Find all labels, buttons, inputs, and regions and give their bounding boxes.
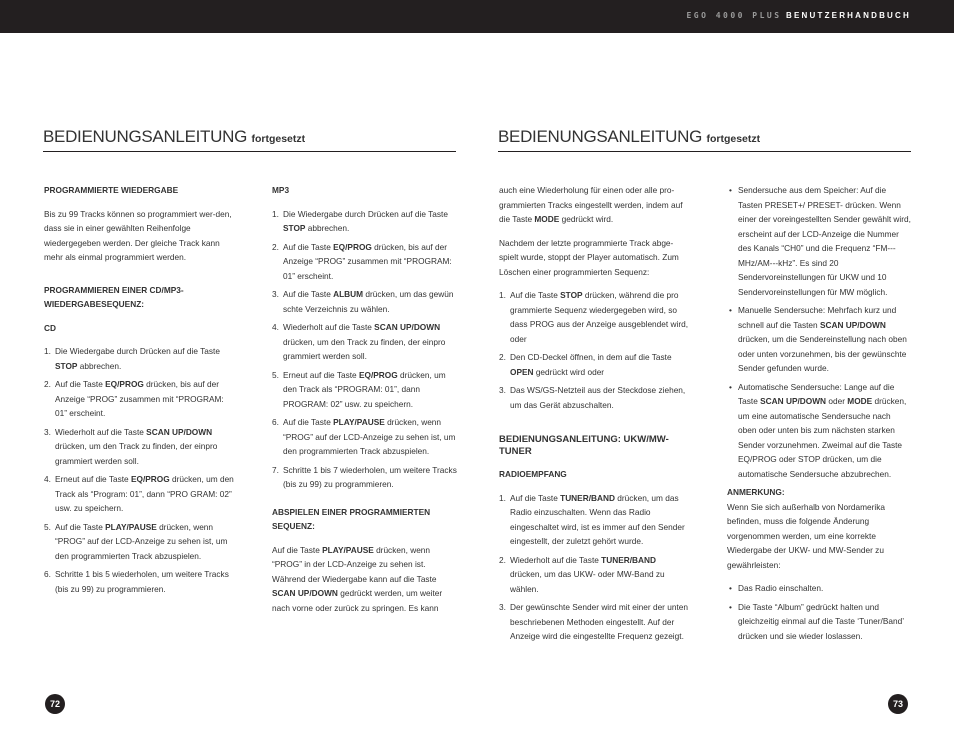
list-item: 5. Erneut auf die Taste EQ/PROG drücken, um den Track als “PROGRAM: 01”, dann PROGRAM: 02” usw. zu speichern.: [272, 369, 446, 409]
heading-main: BEDIENUNGSANLEITUNG: [498, 127, 703, 146]
heading-sub: fortgesetzt: [706, 133, 761, 145]
note-text: Wenn Sie sich außerhalb von Nordamerika befinden, muss die folgende Änderung vorgenommen werden, um eine korrekte Wiedergabe der UKW- und MW-Sender zu gewährleisten:: [727, 501, 886, 570]
section-heading: BEDIENUNGSANLEITUNG: UKW/MW-TUNER: [499, 434, 669, 457]
bullet-list: [727, 183, 911, 481]
subsection-heading: CD: [44, 322, 56, 333]
list-item: • Automatische Sendersuche: Lange auf die Taste SCAN UP/DOWN oder MODE drücken, um eine automatische Sendersuche nach oben oder unten bis zum nächsten starken Sender vorzunehmen. Zweimal auf die Taste EQ/PROG oder STOP drücken, um die automatische Sendersuche abzubrechen.: [729, 381, 907, 479]
left-col-2: [272, 183, 458, 624]
list-item: 2. Auf die Taste EQ/PROG drücken, bis auf der Anzeige “PROG” zusammen mit “PROGRAM: 01” erscheint.: [44, 379, 224, 418]
header-bar: [0, 0, 954, 33]
section-heading: PROGRAMMIERTE WIEDERGABE: [44, 185, 179, 195]
paragraph: Nachdem der letzte programmierte Track abge-spielt wurde, stoppt der Player automatisch. Zum Löschen einer programmierten Sequenz:: [499, 237, 679, 277]
list-item: 1. Die Wiedergabe durch Drücken auf die Taste STOP abbrechen.: [44, 346, 220, 371]
paragraph: Bis zu 99 Tracks können so programmiert wer-den, dass sie in einer gewählten Reihenfolge wiedergegeben werden. Der gleiche Track kann mehr als einmal programmiert werden.: [44, 208, 232, 262]
right-col-1: [499, 183, 689, 648]
model-name: EGO 4000 PLUS: [686, 11, 782, 20]
step-list: [272, 207, 458, 492]
list-item: 3. Wiederholt auf die Taste SCAN UP/DOWN drücken, um den Track zu finden, der einpro grammiert werden soll.: [44, 426, 218, 466]
list-item: • Das Radio einschalten.: [729, 583, 824, 593]
list-item: 4. Erneut auf die Taste EQ/PROG drücken, um den Track als “Program: 01”, dann “PRO GRAM: 02” usw. zu speichern.: [44, 474, 234, 513]
heading-main: BEDIENUNGSANLEITUNG: [43, 127, 248, 146]
list-item: 1. Auf die Taste STOP drücken, während die pro grammierte Sequenz wiedergegeben wird, so dass PROG aus der Anzeige ausgeblendet wird, oder: [499, 290, 689, 344]
bullet-list: [727, 581, 911, 643]
list-item: 2. Wiederholt auf die Taste TUNER/BAND drücken, um das UKW- oder MW-Band zu wählen.: [499, 554, 665, 594]
heading-sub: fortgesetzt: [251, 133, 306, 145]
list-item: 1. Die Wiedergabe durch Drücken auf die Taste STOP abbrechen.: [272, 208, 448, 233]
list-item: 1. Auf die Taste TUNER/BAND drücken, um das Radio einzuschalten. Wenn das Radio eingeschaltet wird, ist es immer auf den Sender eingestellt, der zuletzt gehört wurde.: [499, 492, 685, 546]
list-item: 5. Auf die Taste PLAY/PAUSE drücken, wenn “PROG” auf der LCD-Anzeige zu sehen ist, um den programmierten Track abzuspielen.: [44, 521, 228, 561]
list-item: 6. Schritte 1 bis 5 wiederholen, um weitere Tracks (bis zu 99) zu programmieren.: [44, 569, 229, 594]
left-col-1: [44, 183, 234, 600]
right-col-2: [727, 183, 911, 647]
paragraph: auch eine Wiederholung für einen oder alle pro-grammierten Tracks eingestellt werden, indem auf die Taste MODE gedrückt wird.: [499, 185, 683, 224]
list-item: 3. Das WS/GS-Netzteil aus der Steckdose ziehen, um das Gerät abzuschalten.: [499, 385, 686, 410]
paragraph: Auf die Taste PLAY/PAUSE drücken, wenn “PROG” in der LCD-Anzeige zu sehen ist. Während der Wiedergabe kann auf die Taste SCAN UP/DOWN gedrückt werden, um weiter nach vorne oder zurück zu springen. Es kann: [272, 544, 443, 613]
list-item: 2. Den CD-Deckel öffnen, in dem auf die Taste OPEN gedrückt wird oder: [499, 352, 672, 377]
list-item: 3. Der gewünschte Sender wird mit einer der unten beschriebenen Methoden eingestellt. Auf der Anzeige wird die eingestellte Frequenz gezeigt.: [499, 602, 689, 641]
page-number-left: 72: [45, 694, 65, 714]
step-list: [499, 491, 689, 644]
manual-label: BENUTZERHANDBUCH: [786, 11, 911, 20]
note-heading: ANMERKUNG:: [727, 487, 785, 497]
list-item: • Die Taste “Album” gedrückt halten und gleichzeitig einmal auf die Taste ‘Tuner/Band’ drücken und sie wieder loslassen.: [729, 601, 904, 641]
list-item: 6. Auf die Taste PLAY/PAUSE drücken, wenn “PROG” auf der LCD-Anzeige zu sehen ist, um den programmierten Track abzuspielen.: [272, 417, 456, 456]
right-page-heading: [498, 127, 911, 152]
left-page-heading: [43, 127, 456, 152]
list-item: • Manuelle Sendersuche: Mehrfach kurz und schnell auf die Tasten SCAN UP/DOWN drücken, um die Sendereinstellung nach oben oder unten vorzunehmen, bis der gewünschte Sender gefunden wurde.: [729, 305, 907, 373]
page-number-right: 73: [888, 694, 908, 714]
section-heading: PROGRAMMIEREN EINER CD/MP3-WIEDERGABESEQUENZ:: [44, 284, 184, 309]
step-list: [499, 288, 689, 412]
section-heading: MP3: [272, 185, 290, 195]
list-item: 2. Auf die Taste EQ/PROG drücken, bis auf der Anzeige “PROG” zusammen mit “PROGRAM: 01” erscheint.: [272, 241, 452, 281]
list-item: 7. Schritte 1 bis 7 wiederholen, um weitere Tracks (bis zu 99) zu programmieren.: [272, 464, 457, 489]
subsection-heading: RADIOEMPFANG: [499, 469, 567, 479]
list-item: 4. Wiederholt auf die Taste SCAN UP/DOWN drücken, um den Track zu finden, der einpro grammiert werden soll.: [272, 322, 446, 361]
list-item: • Sendersuche aus dem Speicher: Auf die Tasten PRESET+/ PRESET- drücken. Wenn einer der voreingestellten Sender gewählt wird, erscheint auf der LCD-Anzeige die Nummer des Kanals “CH0” und die Frequenz “FM---MHz/AM---kHz”. Es sind 20 Sendervoreinstellungen für UKW und 10 Sendervoreinstellungen für MW möglich.: [729, 185, 911, 297]
section-heading: ABSPIELEN EINER PROGRAMMIERTEN SEQUENZ:: [272, 506, 431, 531]
step-list: [44, 344, 234, 596]
manual-title: [686, 11, 911, 20]
list-item: 3. Auf die Taste ALBUM drücken, um das gewün schte Verzeichnis zu wählen.: [272, 289, 454, 314]
